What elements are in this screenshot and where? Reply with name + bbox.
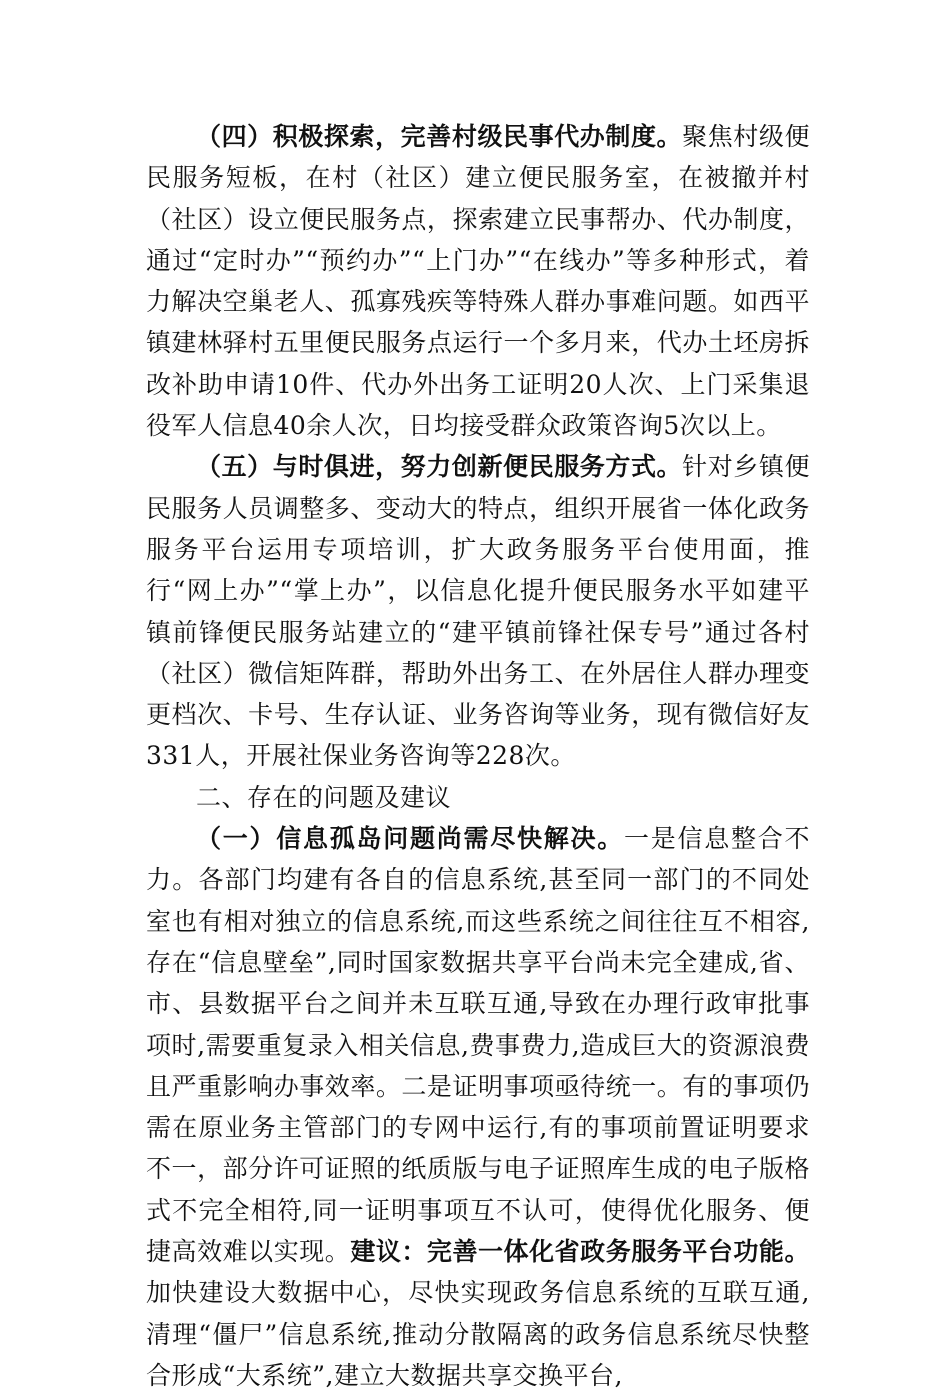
paragraph-lead: （五）与时俱进，努力创新便民服务方式。	[196, 452, 683, 482]
paragraph-body: 针对乡镇便民服务人员调整多、变动大的特点，组织开展省一体化政务服务平台运用专项培训，扩大政务服务平台使用面，推行“网上办”“掌上办”，以信息化提升便民服务水平如建平镇前锋便民服务站建立的“建平镇前锋社保专号”通过各村（社区）微信矩阵群，帮助外出务工、在外居住人群办理变更档次、卡号、生存认证、业务咨询等业务，现有微信好友331人，开展社保业务咨询等228次。	[146, 452, 810, 771]
suggestion-text: 建议：完善一体化省政务服务平台功能。	[350, 1237, 810, 1267]
paragraph-body: 一是信息整合不力。各部门均建有各自的信息系统,甚至同一部门的不同处室也有相对独立的信息系统,而这些系统之间往往互不相容,存在“信息壁垒”,同时国家数据共享平台尚未完全建成,省、市、县数据平台之间并未互联互通,导致在办理行政审批事项时,需要重复录入相关信息,费事费力,造成巨大的资源浪费且严重影响办事效率。二是证明事项亟待统一。有的事项仍需在原业务主管部门的专网中运行,有的事项前置证明要求不一，部分许可证照的纸质版与电子证照库生成的电子版格式不完全相符,同一证明事项互不认可，使得优化服务、便捷高效难以实现。	[146, 824, 810, 1267]
section-heading: 二、存在的问题及建议	[196, 782, 452, 812]
paragraph-body: 聚焦村级便民服务短板，在村（社区）建立便民服务室，在被撤并村（社区）设立便民服务点，探索建立民事帮办、代办制度，通过“定时办”“预约办”“上门办”“在线办”等多种形式，着力解决空巢老人、孤寡残疾等特殊人群办事难问题。如西平镇建林驿村五里便民服务点运行一个多月来，代办土坯房拆改补助申请10件、代办外出务工证明20人次、上门采集退役军人信息40余人次，日均接受群众政策咨询5次以上。	[146, 122, 810, 441]
document-page	[146, 116, 810, 1396]
paragraph-village-agency	[146, 116, 810, 446]
paragraph-lead: （一）信息孤岛问题尚需尽快解决。	[196, 824, 624, 854]
paragraph-service-innovation	[146, 446, 810, 776]
paragraph-lead: （四）积极探索，完善村级民事代办制度。	[196, 122, 683, 151]
paragraph-information-island	[146, 818, 810, 1396]
paragraph-tail: 加快建设大数据中心，尽快实现政务信息系统的互联互通,清理“僵尸”信息系统,推动分散隔离的政务信息系统尽快整合形成“大系统”,建立大数据共享交换平台,	[146, 1278, 810, 1390]
